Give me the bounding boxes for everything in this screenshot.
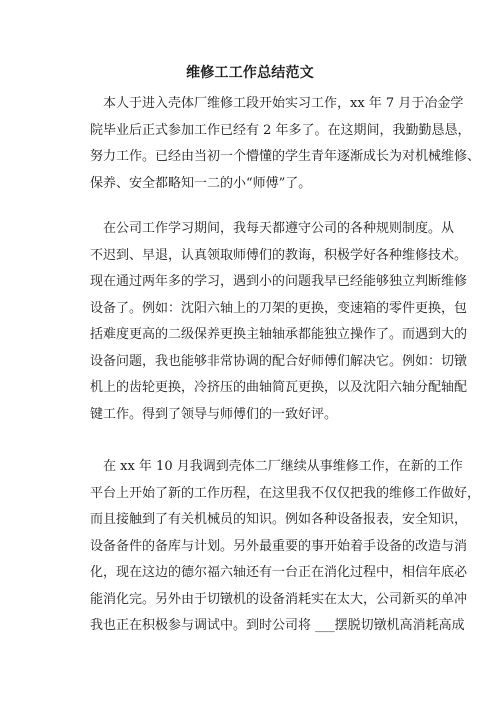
- paragraph-line: 我也正在积极参与调试中。到时公司将 ___摆脱切镦机高消耗高成: [90, 618, 465, 633]
- paragraph-line: 在 xx 年 10 月我调到壳体二厂继续从事维修工作，在新的工作: [103, 459, 463, 474]
- paragraph-line: 在公司工作学习期间，我每天都遵守公司的各种规则制度。从: [103, 221, 455, 236]
- paragraph-line: 机上的齿轮更换，冷挤压的曲轴简瓦更换，以及沈阳六轴分配轴配: [90, 380, 468, 395]
- paragraph-line: 现在通过两年多的学习，遇到小的问题我早已经能够独立判断维修: [90, 274, 468, 289]
- paragraph-line: 括难度更高的二级保养更换主轴轴承都能独立操作了。而遇到大的: [90, 327, 468, 342]
- paragraph-transfer: [90, 454, 481, 640]
- paragraph-line: 本人于进入壳体厂维修工段开始实习工作，xx 年 7 月于冶金学: [103, 96, 464, 111]
- paragraph-line: 不迟到、早退，认真领取师傅们的教诲，积极学好各种维修技术。: [90, 247, 468, 263]
- paragraph-line: 平台上开始了新的工作历程，在这里我不仅仅把我的维修工作做好，: [90, 485, 481, 501]
- paragraph-line: 设备了。例如：沈阳六轴上的刀架的更换，变速箱的零件更换，包: [90, 300, 468, 316]
- paragraph-line: 键工作。得到了领导与师傅们的一致好评。: [90, 406, 338, 422]
- paragraph-line: 而且接触到了有关机械员的知识。例如各种设备报表，安全知识，: [90, 512, 468, 527]
- paragraph-line: 努力工作。已经由当初一个懵懂的学生青年逐渐成长为对机械维修、: [90, 149, 481, 164]
- document-title: 维修工工作总结范文: [186, 65, 314, 81]
- paragraph-line: 设备备件的备库与计划。另外最重要的事开始着手设备的改造与消: [90, 538, 468, 554]
- paragraph-line: 保养、安全都略知一二的小“师傅”了。: [90, 175, 312, 191]
- paragraph-line: 院毕业后正式参加工作已经有 2 年多了。在这期间，我勤勤恳恳，: [90, 122, 471, 138]
- paragraph-line: 设备问题，我也能够非常协调的配合好师傅们解决它。例如：切镦: [90, 353, 468, 369]
- paragraph-intro: [90, 91, 481, 197]
- paragraph-line: 化，现在这边的德尔福六轴还有一台正在消化过程中，相信年底必: [90, 565, 468, 580]
- paragraph-line: 能消化完。另外由于切镦机的设备消耗实在太大，公司新买的单冲: [90, 591, 468, 607]
- paragraph-study-period: [90, 216, 468, 428]
